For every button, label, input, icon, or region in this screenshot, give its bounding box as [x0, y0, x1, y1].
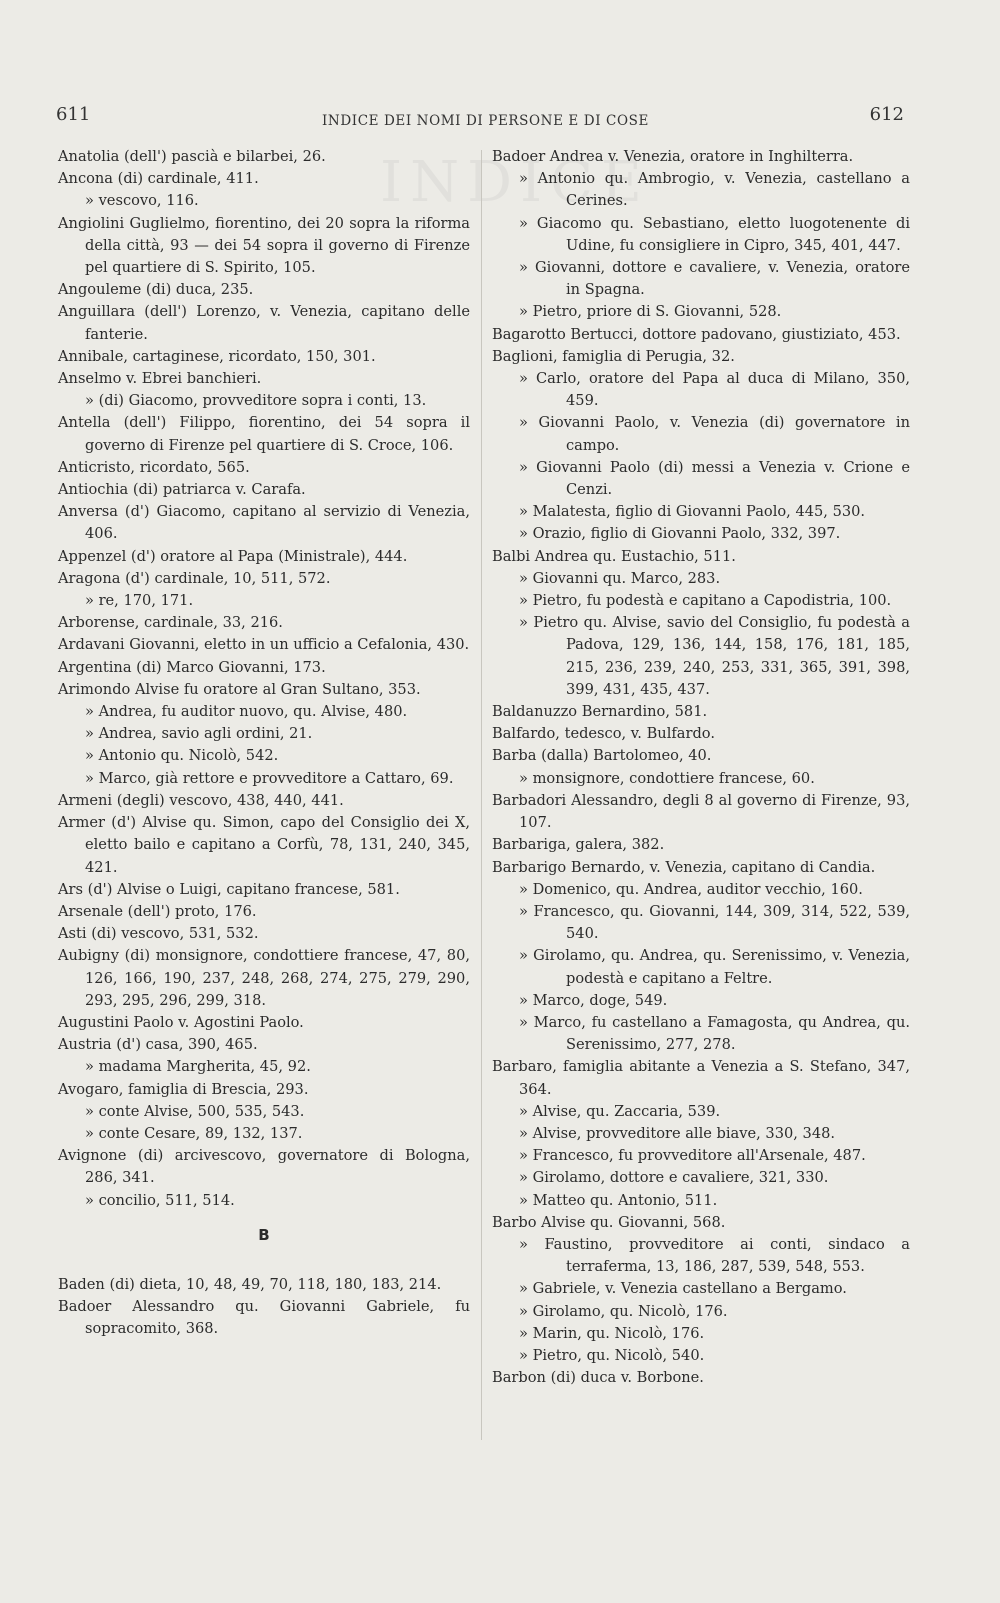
- index-entry: Barbariga, galera, 382.: [492, 836, 665, 854]
- index-entry: » Pietro, qu. Nicolò, 540.: [519, 1346, 705, 1364]
- index-entry: Badoer Alessandro qu. Giovanni Gabriele, fu sopracomito, 368.: [58, 1297, 470, 1338]
- index-entry: » Giovanni, dottore e cavaliere, v. Venezia, oratore in Spagna.: [519, 259, 910, 299]
- page-number-right: 612: [869, 104, 904, 125]
- right-column: [492, 146, 910, 1389]
- column-divider: [481, 150, 482, 1440]
- index-entry: » re, 170, 171.: [85, 592, 194, 610]
- index-entry: » Girolamo, qu. Nicolò, 176.: [519, 1302, 728, 1320]
- index-entry: Avogaro, famiglia di Brescia, 293.: [58, 1080, 309, 1098]
- index-entry: » Alvise, qu. Zaccaria, 539.: [519, 1102, 721, 1120]
- index-entry: » Giovanni qu. Marco, 283.: [519, 569, 721, 587]
- index-entry: » concilio, 511, 514.: [85, 1191, 235, 1209]
- index-entry: » Girolamo, qu. Andrea, qu. Serenissimo, v. Venezia, podestà e capitano a Feltre.: [519, 947, 910, 987]
- index-entry: Barbaro, famiglia abitante a Venezia a S. Stefano, 347, 364.: [492, 1058, 910, 1098]
- index-entry: Anatolia (dell') pascià e bilarbei, 26.: [58, 148, 326, 165]
- section-letter: B: [258, 1225, 270, 1244]
- index-entry: Asti (di) vescovo, 531, 532.: [58, 925, 259, 943]
- index-entry: Baden (di) dieta, 10, 48, 49, 70, 118, 180, 183, 214.: [58, 1275, 442, 1293]
- index-entry: Ancona (di) cardinale, 411.: [58, 170, 259, 188]
- index-entry: Baglioni, famiglia di Perugia, 32.: [492, 347, 735, 365]
- index-entry: Barbon (di) duca v. Borbone.: [492, 1369, 704, 1387]
- index-entry: Ars (d') Alvise o Luigi, capitano francese, 581.: [58, 880, 400, 898]
- index-entry: Aragona (d') cardinale, 10, 511, 572.: [58, 569, 331, 587]
- left-column: [58, 146, 470, 1340]
- index-entry: » Marco, fu castellano a Famagosta, qu Andrea, qu. Serenissimo, 277, 278.: [519, 1013, 910, 1054]
- index-entry: Anselmo v. Ebrei banchieri.: [58, 370, 262, 388]
- index-entry: » Faustino, provveditore ai conti, sindaco a terraferma, 13, 186, 287, 539, 548, 553.: [519, 1235, 910, 1276]
- index-entry: » Antonio qu. Ambrogio, v. Venezia, castellano a Cerines.: [519, 170, 910, 210]
- index-entry: » Domenico, qu. Andrea, auditor vecchio, 160.: [519, 880, 863, 898]
- index-entry: » Alvise, provveditore alle biave, 330, 348.: [519, 1124, 836, 1142]
- index-entry: » Pietro, fu podestà e capitano a Capodistria, 100.: [519, 592, 892, 610]
- index-entry: » Orazio, figlio di Giovanni Paolo, 332, 397.: [519, 525, 841, 543]
- index-entry: » Girolamo, dottore e cavaliere, 321, 330.: [519, 1169, 829, 1187]
- index-entry: Barba (dalla) Bartolomeo, 40.: [492, 747, 712, 765]
- index-entry: » Matteo qu. Antonio, 511.: [519, 1191, 718, 1209]
- index-entry: Balbi Andrea qu. Eustachio, 511.: [492, 547, 736, 565]
- index-entry: Appenzel (d') oratore al Papa (Ministrale), 444.: [58, 547, 408, 565]
- index-entry: » Giovanni Paolo (di) messi a Venezia v. Crione e Cenzi.: [519, 458, 910, 499]
- index-entry: » Giacomo qu. Sebastiano, eletto luogotenente di Udine, fu consigliere in Cipro, 345, 401, 447.: [519, 214, 910, 254]
- index-entry: Antella (dell') Filippo, fiorentino, dei 54 sopra il governo di Firenze pel quartiere di S. Croce, 106.: [58, 414, 470, 454]
- index-entry: » conte Alvise, 500, 535, 543.: [85, 1102, 305, 1120]
- index-entry: » monsignore, condottiere francese, 60.: [519, 769, 815, 787]
- index-entry: » Pietro qu. Alvise, savio del Consiglio, fu podestà a Padova, 129, 136, 144, 158, 176, 181, 185, 215, 236, 239, 240, 253, 331, 365, 391, 398, 399, 431, 435, 437.: [519, 614, 910, 698]
- index-entry: » Gabriele, v. Venezia castellano a Bergamo.: [519, 1280, 847, 1298]
- index-entry: Anguillara (dell') Lorenzo, v. Venezia, capitano delle fanterie.: [58, 303, 470, 343]
- index-entry: Aubigny (di) monsignore, condottiere francese, 47, 80, 126, 166, 190, 237, 248, 268, 274, 275, 279, 290, 293, 295, 296, 299, 318.: [58, 947, 470, 1009]
- index-entry: » Malatesta, figlio di Giovanni Paolo, 445, 530.: [519, 503, 866, 521]
- index-entry: » Francesco, fu provveditore all'Arsenale, 487.: [519, 1147, 866, 1165]
- index-entry: » Francesco, qu. Giovanni, 144, 309, 314, 522, 539, 540.: [519, 902, 910, 943]
- index-entry: Badoer Andrea v. Venezia, oratore in Inghilterra.: [492, 148, 854, 165]
- index-entry: Balfardo, tedesco, v. Bulfardo.: [492, 725, 715, 743]
- running-header: INDICE DEI NOMI DI PERSONE E DI COSE: [322, 113, 649, 129]
- index-entry: Anversa (d') Giacomo, capitano al servizio di Venezia, 406.: [58, 503, 470, 543]
- index-entry: Barbo Alvise qu. Giovanni, 568.: [492, 1213, 726, 1231]
- index-entry: » Marco, doge, 549.: [519, 991, 668, 1009]
- index-entry: » Andrea, fu auditor nuovo, qu. Alvise, 480.: [85, 703, 408, 721]
- index-entry: Antiochia (di) patriarca v. Carafa.: [58, 481, 306, 499]
- index-entry: » madama Margherita, 45, 92.: [85, 1058, 311, 1076]
- index-entry: Anticristo, ricordato, 565.: [58, 458, 250, 476]
- index-entry: » Carlo, oratore del Papa al duca di Milano, 350, 459.: [519, 370, 910, 410]
- index-entry: Angouleme (di) duca, 235.: [58, 281, 254, 299]
- index-entry: Avignone (di) arcivescovo, governatore di Bologna, 286, 341.: [58, 1147, 470, 1187]
- index-entry: Bagarotto Bertucci, dottore padovano, giustiziato, 453.: [492, 325, 901, 343]
- index-entry: Armer (d') Alvise qu. Simon, capo del Consiglio dei X, eletto bailo e capitano a Corfù, 78, 131, 240, 345, 421.: [58, 814, 470, 876]
- index-entry: Argentina (di) Marco Giovanni, 173.: [58, 658, 326, 676]
- index-entry: » vescovo, 116.: [85, 192, 199, 210]
- index-entry: Arimondo Alvise fu oratore al Gran Sultano, 353.: [58, 680, 421, 698]
- index-entry: » Pietro, priore di S. Giovanni, 528.: [519, 303, 782, 321]
- index-entry: Annibale, cartaginese, ricordato, 150, 301.: [58, 347, 376, 365]
- index-entry: Barbarigo Bernardo, v. Venezia, capitano di Candia.: [492, 858, 876, 876]
- index-entry: Armeni (degli) vescovo, 438, 440, 441.: [58, 791, 344, 809]
- index-entry: » Andrea, savio agli ordini, 21.: [85, 725, 313, 743]
- index-entry: » Marco, già rettore e provveditore a Cattaro, 69.: [85, 769, 454, 787]
- index-entry: Ardavani Giovanni, eletto in un ufficio a Cefalonia, 430.: [58, 636, 470, 654]
- index-entry: Angiolini Guglielmo, fiorentino, dei 20 sopra la riforma della città, 93 — dei 54 sopra il governo di Firenze pel quartiere di S. Spirito, 105.: [58, 214, 470, 277]
- index-entry: Arborense, cardinale, 33, 216.: [58, 614, 283, 632]
- index-entry: Barbadori Alessandro, degli 8 al governo di Firenze, 93, 107.: [492, 791, 910, 832]
- index-entry: » Marin, qu. Nicolò, 176.: [519, 1324, 705, 1342]
- index-entry: » (di) Giacomo, provveditore sopra i conti, 13.: [85, 392, 427, 410]
- index-entry: Arsenale (dell') proto, 176.: [58, 902, 257, 920]
- index-entry: Augustini Paolo v. Agostini Paolo.: [58, 1013, 304, 1031]
- index-entry: » Antonio qu. Nicolò, 542.: [85, 747, 279, 765]
- index-entry: » Giovanni Paolo, v. Venezia (di) governatore in campo.: [519, 414, 910, 454]
- index-entry: Austria (d') casa, 390, 465.: [58, 1036, 258, 1054]
- index-entry: » conte Cesare, 89, 132, 137.: [85, 1124, 303, 1142]
- index-entry: Baldanuzzo Bernardino, 581.: [492, 703, 708, 721]
- page-number-left: 611: [56, 104, 91, 125]
